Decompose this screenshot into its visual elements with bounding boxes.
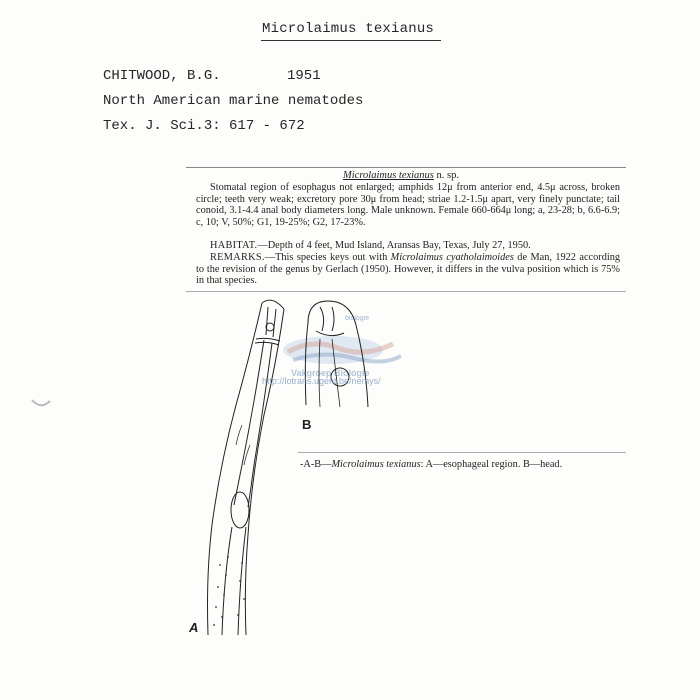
species-heading — [343, 170, 459, 181]
punch-hole-mark — [30, 396, 52, 410]
remarks-species: Microlaimus cyatholaimoides — [390, 252, 514, 263]
drawing-a-head-cap — [262, 300, 284, 309]
clipping-top-rule — [186, 167, 626, 168]
drawing-b-stoma — [320, 307, 334, 331]
reference-author: CHITWOOD, B.G. — [103, 68, 221, 84]
figure-caption — [300, 459, 562, 470]
caption-species: Microlaimus texianus — [331, 459, 421, 470]
drawing-b — [305, 301, 368, 407]
drawing-a-right-body-wall — [245, 309, 284, 635]
drawing-a-esophagus-left — [234, 340, 264, 505]
title-underline — [261, 40, 441, 41]
caption-prefix: -A-B— — [300, 459, 332, 470]
caption-suffix: : A—esophageal region. B—head. — [420, 459, 563, 470]
drawing-a-bulb — [231, 492, 249, 528]
watermark-url: http://lotrans.ugent.be/nemys/ — [262, 376, 381, 386]
figure-label-b: B — [302, 417, 312, 432]
watermark-logo-text-top: biologie — [345, 315, 370, 322]
drawing-b-cheilo — [316, 331, 344, 336]
watermark-logo-text-bottom: Vakgroep Biologie — [291, 368, 370, 378]
drawing-b-esophagus — [319, 339, 340, 407]
remarks-label: REMARKS. — [210, 252, 265, 263]
remarks-text-before: —This species keys out with — [264, 252, 391, 263]
remarks-paragraph — [196, 252, 620, 287]
drawing-a-amphid — [266, 323, 274, 331]
reference-journal: Tex. J. Sci.3: 617 - 672 — [103, 118, 305, 134]
species-description: Stomatal region of esophagus not enlarged; amphids 12μ from anterior end, 4.5μ across, broken circle; teeth very weak; excretory pore 30μ from head; striae 1.2-1.5μ apart, very finely punctate; tail conoid, 3.1-4.4 anal body diameters long. Male unknown. Female 660-664μ long; a, 23-28; b, 6.6-6.9; c, 10; V, 50%; G1, 19-25%; G2, 17-23%. — [196, 182, 620, 228]
figure-label-a: A — [189, 620, 199, 635]
species-heading-suffix: n. sp. — [433, 170, 459, 181]
drawing-a — [208, 300, 285, 635]
page-title: Microlaimus texianus — [262, 21, 435, 37]
habitat-text: —Depth of 4 feet, Mud Island, Aransas Bay, Texas, July 27, 1950. — [257, 240, 531, 251]
caption-rule — [298, 452, 626, 453]
reference-title: North American marine nematodes — [103, 93, 364, 109]
drawing-a-stoma — [266, 307, 276, 337]
drawing-a-nerve-ring — [255, 338, 280, 345]
drawing-a-intestine — [222, 527, 246, 635]
species-heading-name: Microlaimus texianus — [343, 170, 434, 181]
clipping-bottom-rule — [186, 291, 626, 292]
drawing-b-left-wall — [305, 323, 308, 405]
habitat-paragraph — [196, 240, 620, 252]
habitat-label: HABITAT. — [210, 240, 258, 251]
reference-year: 1951 — [287, 68, 321, 84]
remarks-text-after: de Man, 1922 according to the revision of the genus by Gerlach (1950). However, it differs in the vulva position which is 75% in that species. — [196, 252, 620, 287]
